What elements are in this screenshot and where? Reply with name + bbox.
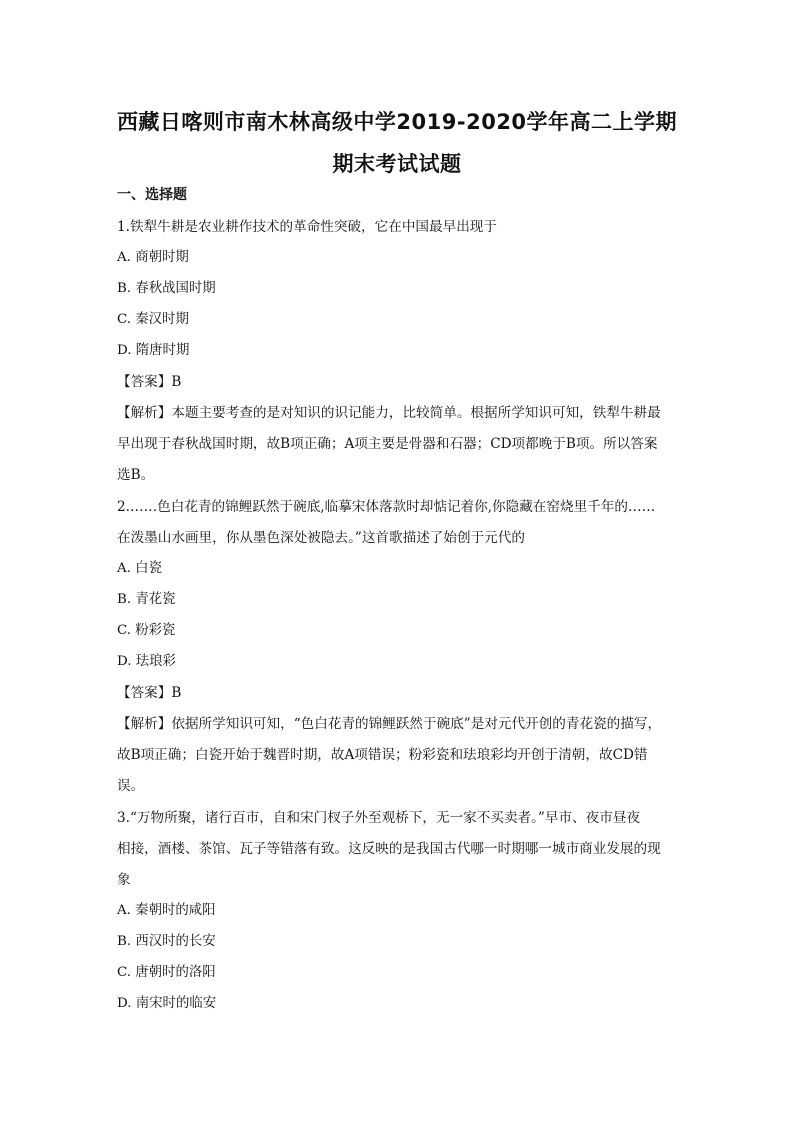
q3-stem-line-1: 3.“万物所聚，诸行百市，自和宋门杈子外至观桥下，无一家不买卖者。”早市、夜市昼夜 xyxy=(117,810,641,826)
q2-option-b: B. 青花瓷 xyxy=(117,592,176,607)
q1-analysis-line-3: 选B。 xyxy=(117,467,155,483)
q2-stem-line-1: 2.……色白花青的锦鲤跃然于碗底,临摹宋体落款时却惦记着你,你隐藏在窑烧里千年的…… xyxy=(117,499,656,515)
q1-analysis-line-2: 早出现于春秋战国时期，故B项正确；A项主要是骨器和石器；CD项都晚于B项。所以答案 xyxy=(117,436,658,452)
q1-answer: 【答案】B xyxy=(117,374,182,390)
q1-stem: 1.铁犁牛耕是农业耕作技术的革命性突破，它在中国最早出现于 xyxy=(117,219,497,235)
q2-analysis-line-1: 【解析】依据所学知识可知，“色白花青的锦鲤跃然于碗底”是对元代开创的青花瓷的描写， xyxy=(117,716,662,732)
q1-option-c: C. 秦汉时期 xyxy=(117,312,189,327)
q3-stem-line-2: 相接，酒楼、茶馆、瓦子等错落有致。这反映的是我国古代哪一时期哪一城市商业发展的现 xyxy=(117,841,661,857)
q1-option-b: B. 春秋战国时期 xyxy=(117,281,216,296)
q2-option-d: D. 珐琅彩 xyxy=(117,654,176,669)
document-subtitle: 期末考试试题 xyxy=(332,152,462,176)
q2-analysis-line-3: 误。 xyxy=(117,778,145,794)
q2-answer: 【答案】B xyxy=(117,685,182,701)
q2-option-c: C. 粉彩瓷 xyxy=(117,623,176,638)
q2-option-a: A. 白瓷 xyxy=(117,561,162,576)
document-title: 西藏日喀则市南木林高级中学2019-2020学年高二上学期 xyxy=(116,110,678,134)
q3-option-d: D. 南宋时的临安 xyxy=(117,996,217,1011)
q2-stem-line-2: 在泼墨山水画里，你从墨色深处被隐去。”这首歌描述了始创于元代的 xyxy=(117,530,525,546)
q3-option-c: C. 唐朝时的洛阳 xyxy=(117,965,216,980)
section-heading: 一、选择题 xyxy=(117,187,187,203)
q1-analysis-line-1: 【解析】本题主要考查的是对知识的识记能力，比较简单。根据所学知识可知，铁犁牛耕最 xyxy=(117,405,661,421)
q1-option-a: A. 商朝时期 xyxy=(117,250,189,265)
q2-analysis-line-2: 故B项正确；白瓷开始于魏晋时期，故A项错误；粉彩瓷和珐琅彩均开创于清朝，故CD错 xyxy=(117,747,648,763)
q1-option-d: D. 隋唐时期 xyxy=(117,343,190,358)
q3-stem-line-3: 象 xyxy=(117,872,131,888)
q3-option-a: A. 秦朝时的咸阳 xyxy=(117,903,216,918)
q3-option-b: B. 西汉时的长安 xyxy=(117,934,216,949)
